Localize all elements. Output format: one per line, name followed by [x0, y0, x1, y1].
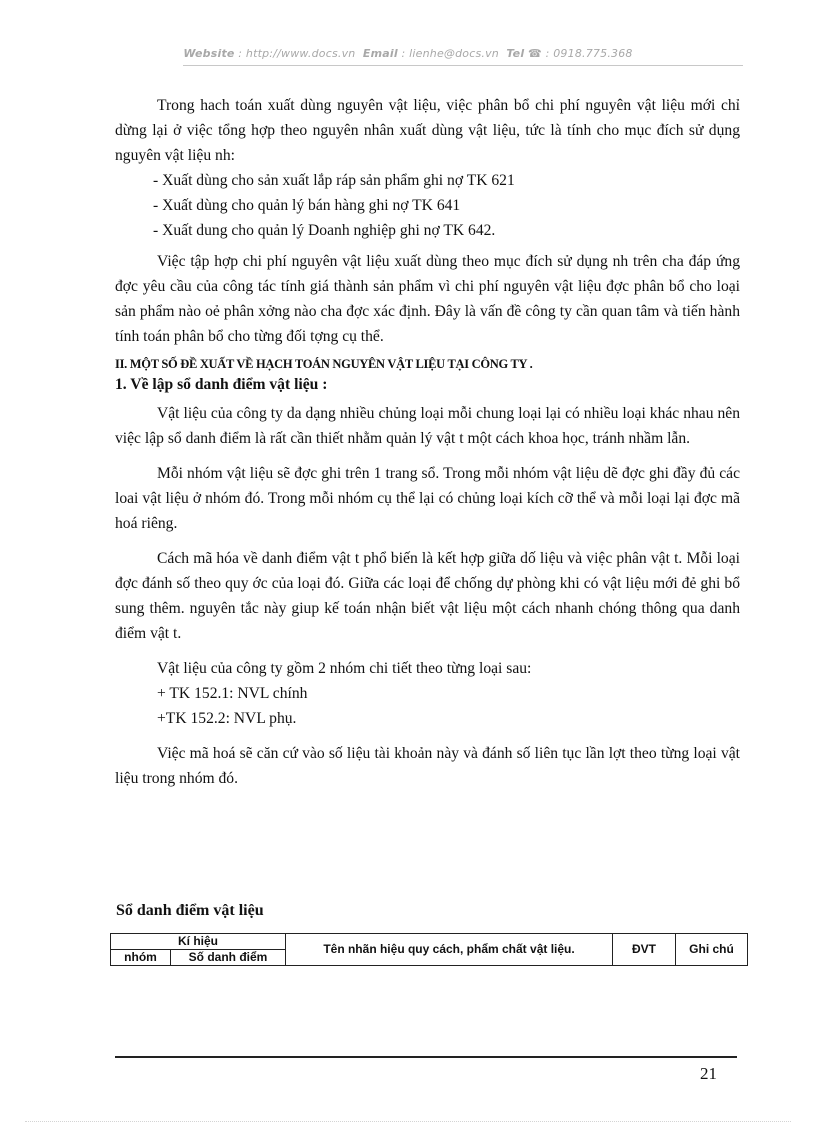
header-ghi-chu: Ghi chú: [676, 934, 748, 966]
table-title: Sổ danh điểm vật liệu: [116, 902, 264, 919]
body-text: [115, 93, 740, 791]
footer-divider: [115, 1056, 737, 1058]
account-tk-152-2: +TK 152.2: NVL phụ.: [157, 710, 297, 727]
paragraph-3: Vật liệu của công ty da dạng nhiều chủng loại mỗi chung loại lại có nhiều loại khác nhau nên việc lập sổ danh điểm là rất cần thiết nhằm quản lý vật t một cách khoa học, tránh nhầm lẫn.: [115, 405, 740, 447]
header-nhom: nhóm: [111, 950, 171, 966]
tel-value: : 0918.775.368: [545, 47, 633, 60]
website-value: : http://www.docs.vn: [238, 47, 356, 60]
header-so-danh-diem: Số danh điểm: [171, 950, 286, 966]
header-ten-nhan-hieu: Tên nhãn hiệu quy cách, phẩm chất vật liệu.: [286, 934, 613, 966]
email-value: : lienhe@docs.vn: [401, 47, 499, 60]
paragraph-1: Trong hach toán xuất dùng nguyên vật liệu, việc phân bổ chi phí nguyên vật liệu mới chỉ dừng lại ở việc tổng hợp theo nguyên nhân xuất dùng vật liệu, tức là tính cho mục đích sử dụng nguyên vật liệu nh:: [115, 97, 740, 164]
tel-label: Tel: [506, 47, 525, 60]
page-number: 21: [700, 1064, 717, 1083]
paragraph-2: Việc tập hợp chi phí nguyên vật liệu xuất dùng theo mục đích sử dụng nh trên cha đáp ứng đợc yêu cầu của công tác tính giá thành sản phẩm vì chi phí nguyên vật liệu đợc phân bổ cho loại sản phẩm nào oẻ phân xởng nào cha đợc xác định. Đây là vấn đề công ty cần quan tâm và tiến hành tính toán phân bổ cho từng đối tợng cụ thể.: [115, 253, 740, 345]
page-bottom-border: [25, 1121, 791, 1122]
bullet-tk-641: - Xuất dùng cho quản lý bán hàng ghi nợ TK 641: [153, 197, 461, 214]
header-divider: [183, 65, 743, 66]
paragraph-4: Mỗi nhóm vật liệu sẽ đợc ghi trên 1 trang sổ. Trong mỗi nhóm vật liệu dẽ đợc ghi đầy đủ các loai vật liệu ở nhóm đó. Trong mỗi nhóm cụ thể lại có chủng loại kích cỡ thể và mỗi loại lại đợc mã hoá riêng.: [115, 465, 740, 532]
email-label: Email: [362, 47, 398, 60]
paragraph-6: Vật liệu của công ty gồm 2 nhóm chi tiết theo từng loại sau:: [157, 660, 532, 677]
table-header-row: [111, 934, 748, 950]
header-ki-hieu: Kí hiệu: [111, 934, 286, 950]
paragraph-5: Cách mã hóa về danh điểm vật t phổ biến là kết hợp giữa dố liệu và việc phân vật t. Mỗi loại đợc đánh số theo quy ớc của loại đó. Giữa các loại để chống dự phòng khi có vật liệu mới đẻ ghi bổ sung thêm. nguyên tắc này giup kế toán nhận biết vật liệu một cách nhanh chóng thông qua danh điểm vật t.: [115, 550, 740, 642]
material-index-table: [110, 933, 748, 966]
section-heading-1: 1. Về lập sổ danh điểm vật liệu :: [115, 376, 328, 393]
section-heading-ii: II. MỘT SỐ ĐỀ XUẤT VỀ HẠCH TOÁN NGUYÊN VẬT LIỆU TẠI CÔNG TY .: [115, 357, 533, 371]
page-header: [0, 47, 816, 60]
account-tk-152-1: + TK 152.1: NVL chính: [157, 685, 308, 702]
bullet-tk-621: - Xuất dùng cho sản xuất lắp ráp sản phẩm ghi nợ TK 621: [153, 172, 515, 189]
bullet-tk-642: - Xuất dung cho quản lý Doanh nghiệp ghi nợ TK 642.: [153, 222, 496, 239]
phone-icon: ☎: [528, 47, 542, 60]
header-dvt: ĐVT: [613, 934, 676, 966]
paragraph-7: Việc mã hoá sẽ căn cứ vào số liệu tài khoản này và đánh số liên tục lần lợt theo từng loại vật liệu trong nhóm đó.: [115, 745, 740, 787]
website-label: Website: [183, 47, 235, 60]
